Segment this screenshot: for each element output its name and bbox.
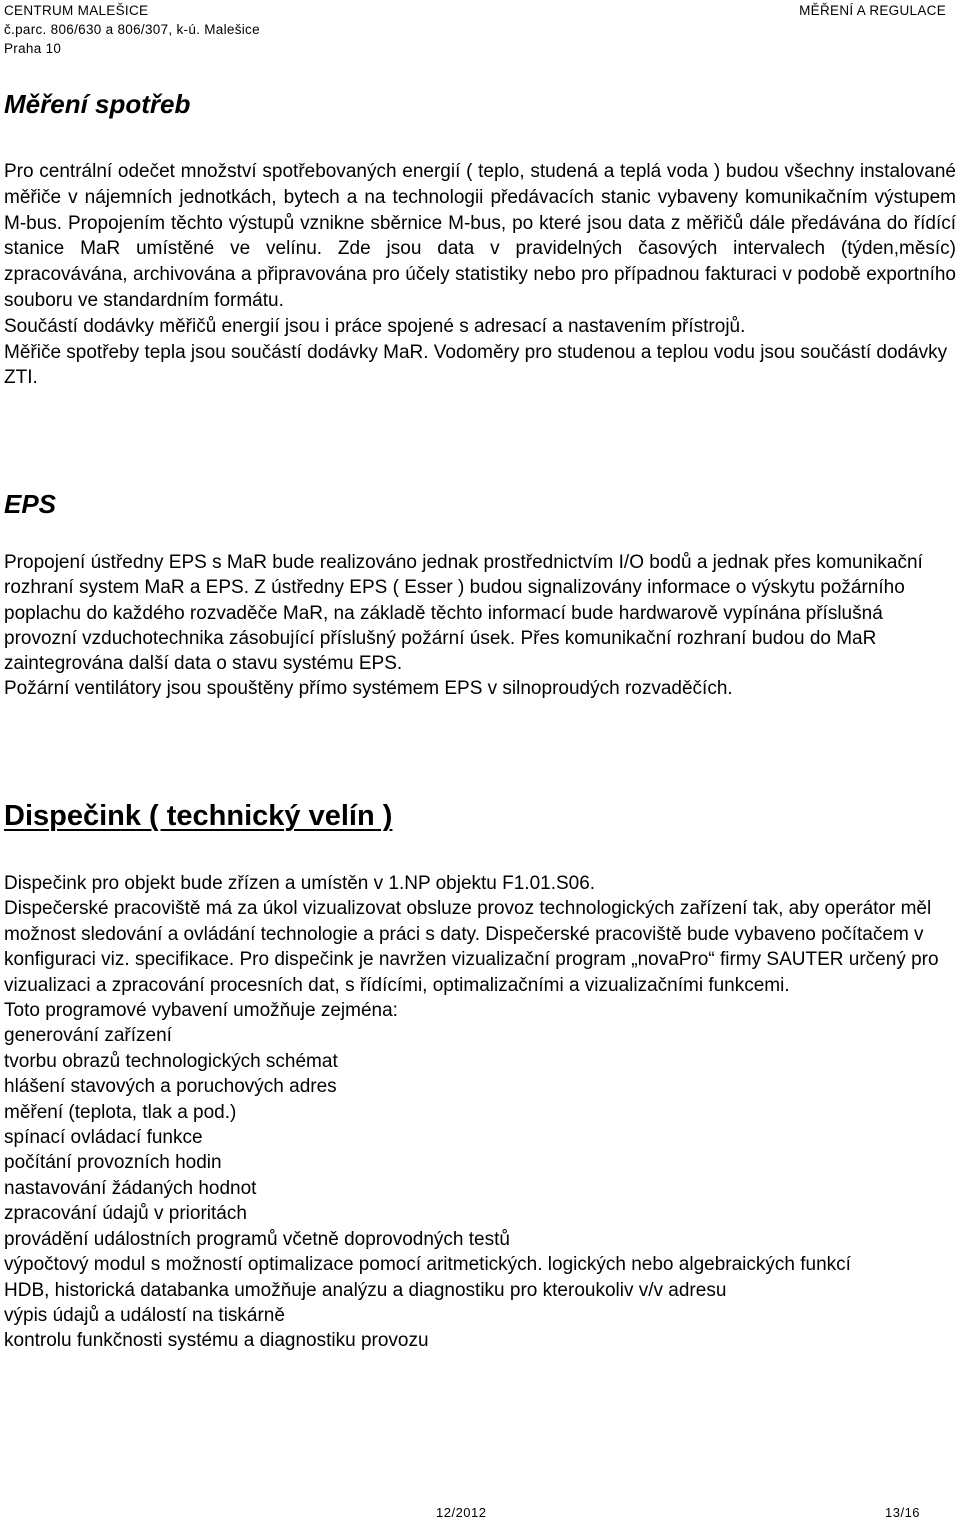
section-body-eps — [4, 550, 956, 702]
list-item: provádění událostních programů včetně doprovodných testů — [4, 1228, 510, 1250]
dispecink-paragraph-1: Dispečink pro objekt bude zřízen a umístěn v 1.NP objektu F1.01.S06. — [4, 873, 596, 894]
dispecink-paragraph-2: Dispečerské pracoviště má za úkol vizualizovat obsluze provoz technologických zařízení tak, aby operátor měl možnost sledování a ovládání technologie a práci s daty. Dispečerské pracoviště bude vybaveno počítačem v konfiguraci viz. specifikace. Pro dispečink je navržen vizualizační program „novaPro“ firmy SAUTER určený pro vizualizaci a zpracování procesních dat, s řídícími, optimalizačními a vizualizačními funkcemi. — [4, 898, 939, 996]
list-item: hlášení stavových a poruchových adres — [4, 1076, 337, 1098]
footer-date: 12/2012 — [436, 1505, 487, 1520]
list-item: nastavování žádaných hodnot — [4, 1177, 257, 1199]
footer-page-number: 13/16 — [885, 1505, 921, 1520]
section-title-eps: EPS — [4, 489, 57, 519]
mereni-paragraph-3: Měřiče spotřeby tepla jsou součástí dodávky MaR. Vodoměry pro studenou a teplou vodu jsou součástí dodávky ZTI. — [4, 341, 948, 389]
list-item: zpracování údajů v prioritách — [4, 1203, 247, 1225]
feature-list — [4, 1023, 956, 1353]
eps-paragraph-1: Propojení ústředny EPS s MaR bude realizováno jednak prostřednictvím I/O bodů a jednak přes komunikační rozhraní system MaR a EPS. Z ústředny EPS ( Esser ) budou signalizovány informace o výskytu požárního poplachu do každého rozvaděče MaR, na základě těchto informací bude hardwarově vypínána příslušná provozní vzduchotechnika zásobující příslušný požární úsek. Přes komunikační rozhraní budou do MaR zaintegrována další data o stavu systému EPS. — [4, 552, 923, 675]
mereni-paragraph-2: Součástí dodávky měřičů energií jsou i práce spojené s adresací a nastavením přístrojů. — [4, 315, 746, 337]
list-item: kontrolu funkčnosti systému a diagnostiku provozu — [4, 1330, 429, 1352]
list-item: HDB, historická databanka umožňuje analýzu a diagnostiku pro kteroukoliv v/v adresu — [4, 1279, 727, 1301]
section-body-dispecink — [4, 871, 956, 1354]
list-item: generování zařízení — [4, 1025, 172, 1047]
header-project-info — [4, 1, 260, 58]
eps-paragraph-2: Požární ventilátory jsou spouštěny přímo systémem EPS v silnoproudých rozvaděčích. — [4, 678, 733, 700]
list-item: výpočtový modul s možností optimalizace pomocí aritmetických. logických nebo algebraických funkcí — [4, 1254, 851, 1276]
list-item: tvorbu obrazů technologických schémat — [4, 1050, 338, 1072]
header-parcel: č.parc. 806/630 a 806/307, k-ú. Malešice — [4, 22, 260, 37]
list-item: měření (teplota, tlak a pod.) — [4, 1101, 237, 1123]
list-item: výpis údajů a událostí na tiskárně — [4, 1304, 285, 1326]
mereni-paragraph-1: Pro centrální odečet množství spotřebovaných energií ( teplo, studená a teplá voda ) budou všechny instalované měřiče v nájemních jednotkách, bytech a na technologii předávacích stanic vybaveny komunikačním výstupem M-bus. Propojením těchto výstupů vznikne sběrnice M-bus, po které jsou data z měřičů dále předávána do řídící stanice MaR umístěné ve velínu. Zde jsou data v pravidelných časových intervalech (týden,měsíc) zpracovávána, archivována a připravována pro účely statistiky nebo pro případnou fakturaci v podobě exportního souboru ve standardním formátu. — [4, 161, 956, 311]
header-project-name: CENTRUM MALEŠICE — [4, 3, 149, 18]
list-item: počítání provozních hodin — [4, 1152, 222, 1174]
section-title-dispecink: Dispečink ( technický velín ) — [4, 800, 393, 832]
dispecink-list-intro: Toto programové vybavení umožňuje zejména: — [4, 1000, 398, 1022]
header-discipline: MĚŘENÍ A REGULACE — [799, 3, 946, 18]
section-body-mereni — [4, 159, 956, 391]
header-city: Praha 10 — [4, 41, 62, 56]
list-item: spínací ovládací funkce — [4, 1127, 203, 1149]
section-title-mereni: Měření spotřeb — [4, 89, 191, 119]
